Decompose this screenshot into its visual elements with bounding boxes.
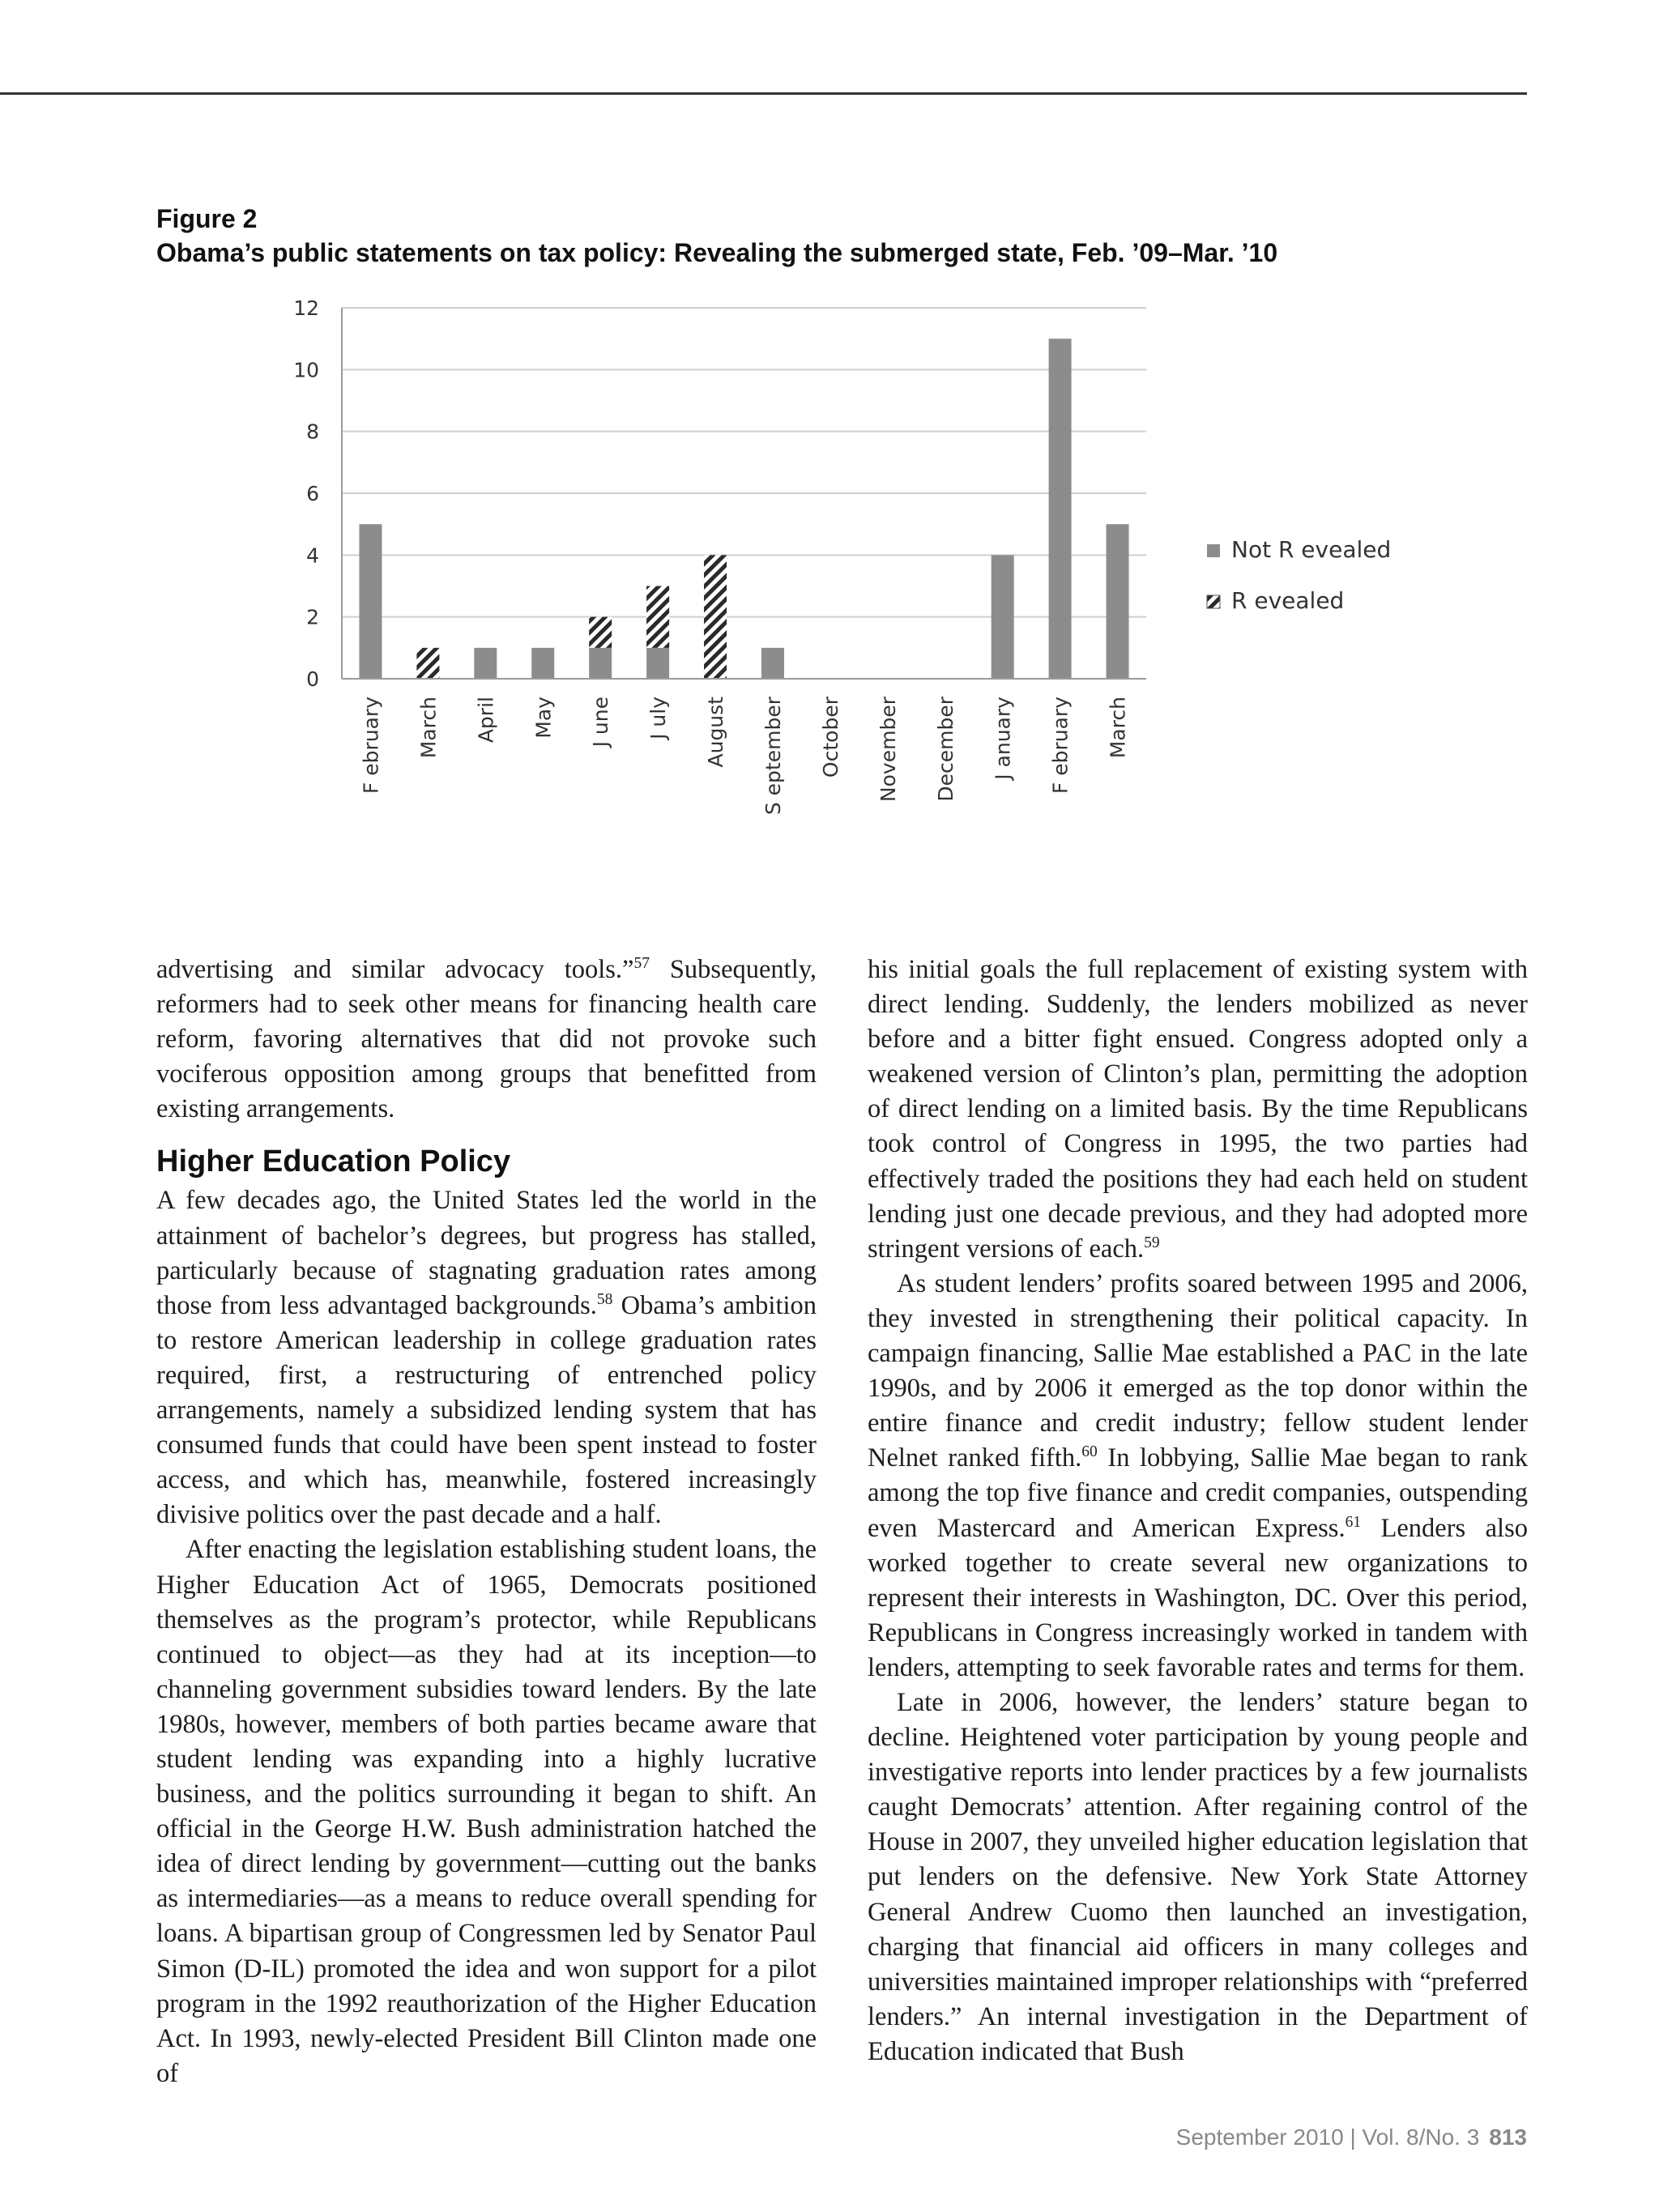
footnote-ref[interactable]: 57 — [633, 955, 650, 973]
section-heading: Higher Education Policy — [156, 1144, 511, 1179]
bar-not-revealed — [1049, 339, 1072, 679]
bar-not-revealed — [531, 648, 554, 679]
x-tick-label: April — [474, 697, 498, 744]
figure-title: Obama’s public statements on tax policy: Revealing the submerged state, Feb. ’09–Mar. ’10 — [156, 238, 1278, 267]
figure-label: Figure 2 — [156, 204, 258, 233]
x-tick-label: March — [1106, 697, 1130, 759]
paragraph: After enacting the legislation establishing student loans, the Higher Education Act of 1965, Democrats positioned themselves as the program’s protector, while Republicans continued to object—as they had at its inception—to channeling government subsidies toward lenders. By the late 1980s, however, members of both parties became aware that student lending was expanding into a highly lucrative business, and the politics surrounding it began to shift. An official in the George H.W. Bush administration hatched the idea of direct lending by government—cutting out the banks as intermediaries—as a means to reduce overall spending for loans. A bipartisan group of Congressmen led by Senator Paul Simon (D-IL) promoted the idea and won support for a pilot program in the 1992 reauthorization of the Higher Education Act. In 1993, newly-elected President Bill Clinton made one of — [156, 1535, 817, 2088]
x-tick-label: F ebruary — [1048, 697, 1073, 795]
bar-not-revealed — [474, 648, 497, 679]
bar-chart — [267, 288, 1418, 871]
bar-not-revealed — [992, 555, 1014, 679]
x-tick-label: August — [704, 697, 728, 768]
x-tick-label: J uly — [646, 697, 671, 739]
right-column — [868, 953, 1528, 2069]
paragraph: his initial goals the full replacement of existing system with direct lending. Suddenly, the lenders mobilized as never before and a bitter fight ensued. Congress adopted only a weakened version of Clinton’s plan, permitting the adoption of direct lending on a limited basis. By the time Republicans took control of Congress in 1995, the two parties had effectively traded the positions they had each held on student lending just one decade previous, and they had adopted more stringent versions of each.$^{59}$ — [868, 955, 1528, 1264]
legend-label: Not R evealed — [1231, 536, 1392, 563]
footnote-ref[interactable]: 59 — [1144, 1234, 1160, 1251]
paragraph: A few decades ago, the United States led the world in the attainment of bachelor’s degrees, but progress has stalled, particularly because of stagnating graduation rates among those from less advantaged backgrounds.$^{58}$ Obama’s ambition to restore American leadership in college graduation rates required, first, a restructuring of entrenched policy arrangements, namely a subsidized lending system that has consumed funds that could have been spent instead to foster access, and which has, meanwhile, fostered increasingly divisive politics over the past decade and a half. — [156, 1186, 817, 1530]
y-tick-label: 2 — [306, 605, 319, 629]
x-tick-label: December — [933, 697, 957, 802]
bar-not-revealed — [646, 648, 669, 679]
footnote-ref[interactable]: 61 — [1345, 1513, 1362, 1531]
issue-info: September 2010 | Vol. 8/No. 3 — [1175, 2125, 1480, 2150]
x-tick-label: J anuary — [991, 697, 1015, 780]
footnote-ref[interactable]: 60 — [1081, 1443, 1098, 1461]
y-tick-label: 10 — [293, 358, 319, 382]
x-tick-label: F ebruary — [359, 697, 383, 795]
y-tick-label: 0 — [306, 667, 319, 691]
bar-revealed — [589, 617, 612, 648]
x-tick-label: May — [531, 697, 556, 739]
legend-label: R evealed — [1231, 587, 1345, 614]
footnote-ref[interactable]: 58 — [596, 1290, 613, 1308]
x-tick-label: S eptember — [761, 697, 785, 816]
x-tick-label: October — [818, 697, 842, 778]
y-tick-label: 4 — [306, 543, 319, 568]
bar-revealed — [704, 555, 727, 679]
bar-revealed — [416, 648, 439, 679]
x-tick-label: March — [416, 697, 441, 759]
bar-not-revealed — [359, 524, 382, 679]
bar-not-revealed — [1107, 524, 1129, 679]
y-tick-label: 12 — [293, 296, 319, 320]
x-tick-label: November — [876, 697, 900, 803]
legend-swatch-revealed — [1207, 595, 1220, 608]
y-tick-label: 8 — [306, 420, 319, 444]
bar-revealed — [646, 586, 669, 648]
header-rule — [0, 92, 1527, 95]
bar-not-revealed — [589, 648, 612, 679]
legend-swatch-not-revealed — [1207, 544, 1220, 557]
page-footer — [1176, 2125, 1527, 2150]
page-number: 813 — [1489, 2125, 1527, 2150]
x-tick-label: J une — [589, 697, 613, 748]
paragraph: As student lenders’ profits soared between 1995 and 2006, they invested in strengthening their political capacity. In campaign financing, Sallie Mae established a PAC in the late 1990s, and by 2006 it emerged as the top donor within the entire finance and credit industry; fellow student lender Nelnet ranked fifth.$^{60}$ In lobbying, Sallie Mae began to rank among the top five finance and credit companies, outspending even Mastercard and American Express.$^{61}$ Lenders also worked together to create several new organizations to represent their interests in Washington, DC. Over this period, Republicans in Congress increasingly worked in tandem with lenders, attempting to seek favorable rates and terms for them. — [868, 1268, 1528, 1682]
paragraph: Late in 2006, however, the lenders’ stature began to decline. Heightened voter participation by young people and investigative reports into lender practices by a few journalists caught Democrats’ attention. After regaining control of the House in 2007, they unveiled higher education legislation that put lenders on the defensive. New York State Attorney General Andrew Cuomo then launched an investigation, charging that financial aid officers in many colleges and universities maintained improper relationships with “preferred lenders.” An internal investigation in the Department of Education indicated that Bush — [868, 1687, 1528, 2066]
paragraph: advertising and similar advocacy tools.”$^{57}$ Subsequently, reformers had to seek other means for financing health care reform, favoring alternatives that did not provoke such vociferous opposition among groups that benefitted from existing arrangements. — [156, 955, 817, 1124]
left-column — [156, 953, 817, 2091]
y-tick-label: 6 — [306, 482, 319, 505]
bar-not-revealed — [761, 648, 784, 679]
